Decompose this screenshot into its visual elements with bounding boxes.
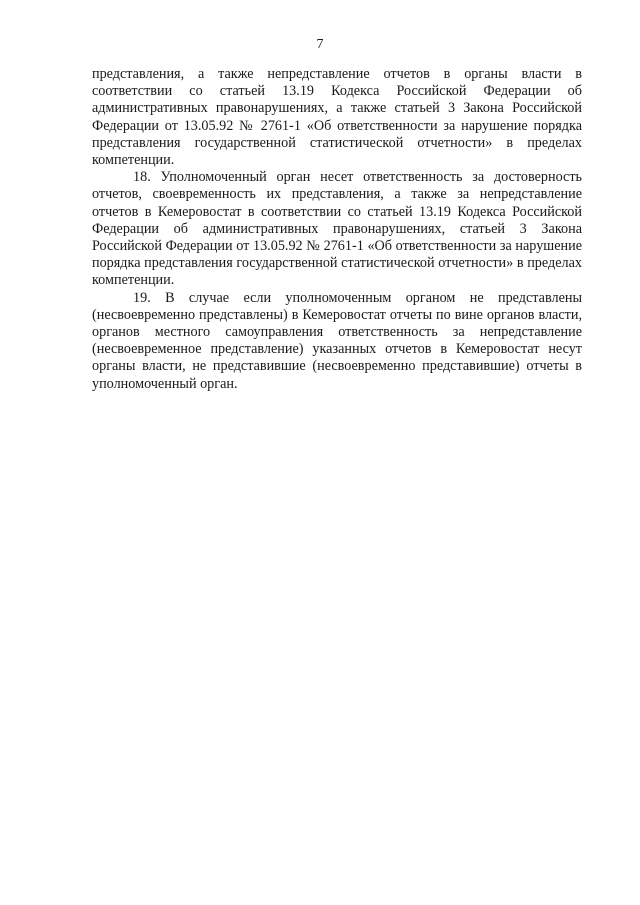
document-body [92,66,582,393]
paragraph-continuation: представления, а также непредставление отчетов в органы власти в соответствии со статьей 13.19 Кодекса Российской Федерации об административных правонарушениях, а также статьей 3 Закона Российской Федерации от 13.05.92 № 2761-1 «Об ответственности за нарушение порядка представления государственной статистической отчетности» в пределах компетенции. [92,66,582,169]
paragraph-19: 19. В случае если уполномоченным органом не представлены (несвоевременно представлены) в Кемеровостат отчеты по вине органов власти, органов местного самоуправления ответственность за непредставление (несвоевременное представление) указанных отчетов в Кемеровостат несут органы власти, не представившие (несвоевременно представившие) отчеты в уполномоченный орган. [92,289,582,392]
paragraph-18: 18. Уполномоченный орган несет ответственность за достоверность отчетов, своевременность их представления, а также за непредставление отчетов в Кемеровостат в соответствии со статьей 13.19 Кодекса Российской Федерации об административных правонарушениях, статьей 3 Закона Российской Федерации от 13.05.92 № 2761-1 «Об ответственности за нарушение порядка представления государственной статистической отчетности» в пределах компетенции. [92,169,582,289]
page-number: 7 [316,37,324,52]
